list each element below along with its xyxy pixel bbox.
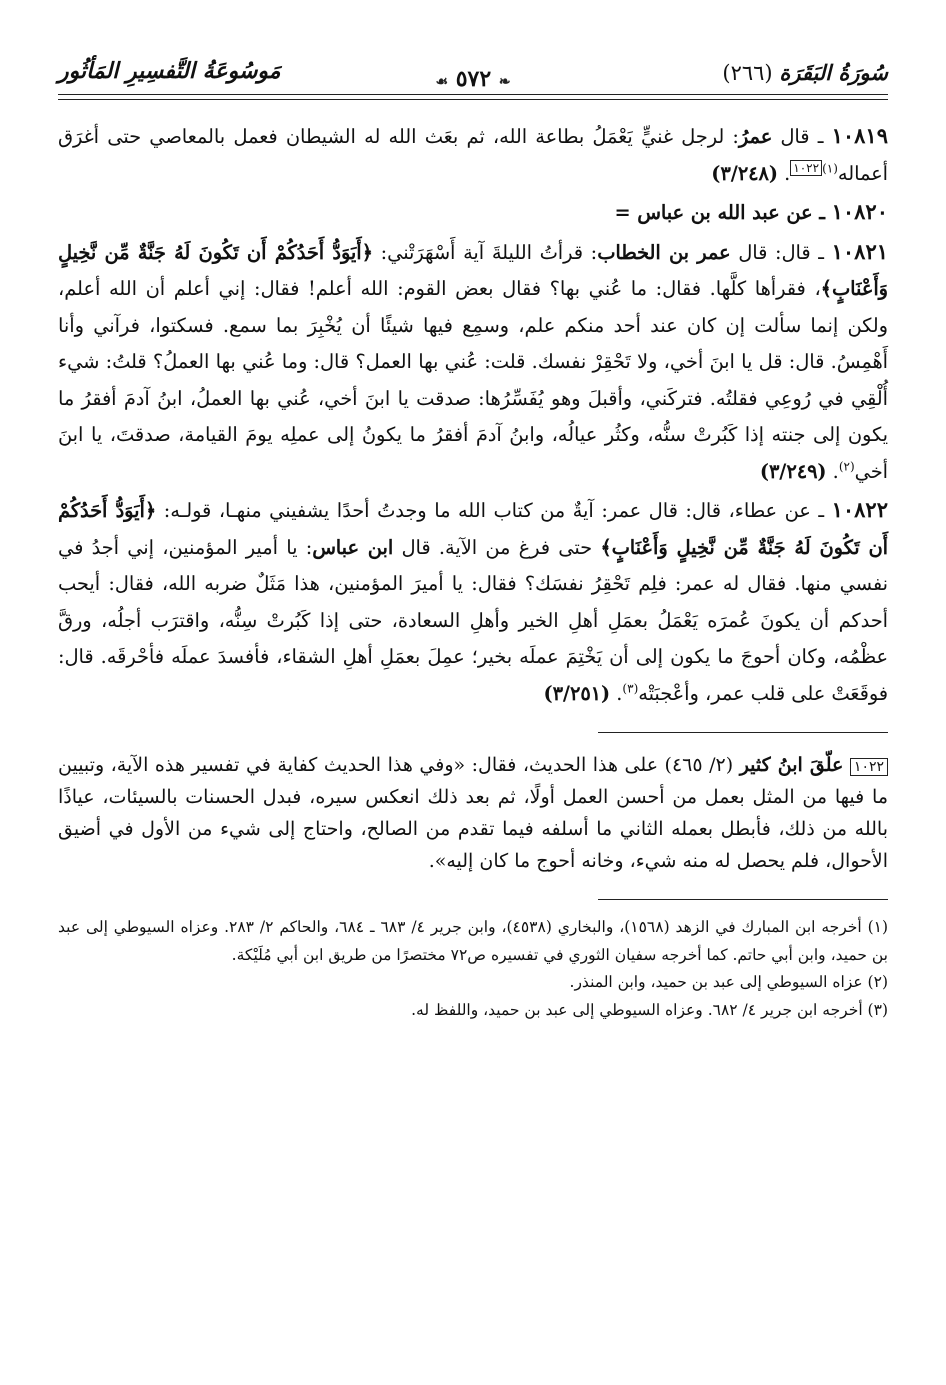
entry-number: ١٠٨٢١ bbox=[831, 238, 889, 264]
footnote-marker: (١) bbox=[822, 161, 838, 176]
entry-text: ، فقرأها كلَّها. فقال: ما عُني بها؟ فقال بعض القوم: الله أعلم! فقال: إني أعلم أن الله أعلم، ولكن إنما سألت إن كان عند أحد منكم علم، وسمِع فيها شيئًا أن يُخْبِرَ بما سمع. فسكتوا، فرآني وأنا أَهْمِسُ. قال: قل يا ابنَ أخي، ولا تَحْقِرْ نفسك. قلت: عُني بها العمل؟ قال: وما عُني بها العملُ؟ قلتُ: شيء أُلْقِي في رُوعِي فقلتُه. فتركَني، وأقبلَ وهو يُفَسِّرُها: صدقت يا ابنَ أخي، عُني بها العملُ، ابنُ آدمَ أفقرُ ما يكون إلى جنته إذا كَبُرتْ سنُّه، وكثُر عيالُه، وابنُ آدمَ أفقرُ ما يكونُ إلى عملِه يومَ القيامة، صدقتَ، يا ابنَ أخي bbox=[58, 277, 888, 483]
footnote-1: (١) أخرجه ابن المبارك في الزهد (١٥٦٨)، والبخاري (٤٥٣٨)، وابن جرير ٤/ ٦٨٣ ـ ٦٨٤، والحاكم ٢/ ٢٨٣. وعزاه السيوطي إلى عبد بن حميد، وابن أبي حاتم. كما أخرجه سفيان الثوري في تفسيره ص٧٢ مختصرًا من طريق ابن أبي مُلَيْكة. bbox=[58, 918, 889, 964]
commentary-marker: ١٠٢٢ bbox=[790, 160, 822, 176]
entry-text: . bbox=[826, 459, 839, 483]
entry-number: ١٠٨١٩ bbox=[831, 123, 888, 148]
footnote-marker: (٢) bbox=[838, 459, 855, 474]
volume-reference: (٣/٢٤٨) bbox=[711, 161, 779, 185]
page-number: ٥٧٢ bbox=[455, 66, 492, 92]
entry-number: ١٠٨٢٢ bbox=[831, 497, 888, 522]
entry-text: ـ قال: قال bbox=[730, 240, 832, 264]
ayah-number: (٢٦٦) bbox=[722, 61, 773, 85]
volume-reference: (٣/٢٤٩) bbox=[759, 459, 827, 483]
header-rule bbox=[58, 94, 888, 100]
entry-10821 bbox=[58, 234, 888, 491]
footnote-2: (٢) عزاه السيوطي إلى عبد بن حميد، وابن المنذر. bbox=[569, 973, 888, 991]
commentary-text: (٢/ ٤٦٥) على هذا الحديث، فقال: «وفي هذا الحديث كفاية في تفسير هذه الآية، وتبيين ما فيها من المثل بعمل من أحسن العمل أولًا، ثم بعد ذلك انعكس سيره، فبدل الحسنات بالسيئات، عياذًا بالله من ذلك، فأبطل بعمله الثاني ما أسلفه فيما تقدم من الصالح، واحتاج إلى شيء من الأول في أضيق الأحوال، فلم يحصل له منه شيء، وخانه أحوج ما كان إليه». bbox=[58, 754, 888, 872]
entry-text: ـ قال bbox=[772, 125, 832, 148]
commentary-lead: علّقَ ابنُ كثير bbox=[739, 754, 844, 776]
surah-name: سُورَةُ البَقَرَة bbox=[779, 60, 888, 85]
volume-reference: (٣/٢٥١) bbox=[543, 681, 611, 705]
ornament-icon: ☙ bbox=[435, 74, 449, 90]
quran-verse: ﴿أَيَوَدُّ أَحَدُكُمْ أَن تَكُونَ لَهُ جَنَّةٌ مِّن نَّخِيلٍ وَأَعْنَابٍ﴾ bbox=[58, 499, 888, 559]
book-title: مَوسُوعَةُ التَّفسِيرِ المَأثُور bbox=[58, 58, 281, 84]
entry-text: : لرجل غنيٍّ يَعْمَلُ بطاعة الله، ثم بعَث الله له الشيطان فعمل بالمعاصي حتى أغرَق أعماله bbox=[58, 125, 888, 185]
entry-text: . bbox=[610, 681, 623, 705]
footnote-separator bbox=[598, 899, 888, 900]
entry-text: ـ عن عطاء، قال: قال عمر: آيةٌ من كتاب الله ما وجدتُ أحدًا يشفيني منهـا، قولـه: bbox=[156, 499, 832, 522]
ornament-icon: ❧ bbox=[498, 74, 511, 90]
entry-text: حتى فرغ من الآية. قال bbox=[393, 535, 601, 559]
footnotes bbox=[58, 914, 888, 1024]
entry-number: ١٠٨٢٠ bbox=[831, 199, 888, 224]
narrator-name: عمرُ bbox=[738, 125, 773, 148]
commentary-separator bbox=[598, 732, 888, 733]
commentary-note bbox=[58, 749, 888, 877]
entry-text: . bbox=[778, 161, 791, 185]
footnote-marker: (٣) bbox=[622, 681, 639, 696]
entry-text: : قرأتُ الليلةَ آية أَسْهَرَتْني: bbox=[372, 240, 598, 264]
page bbox=[58, 52, 888, 1352]
entry-10820 bbox=[58, 194, 888, 232]
entry-text: : يا أمير المؤمنين، إني أجدُ في نفسي منها. فقال له عمر: فلِم تَحْقِرُ نفسَك؟ فقال: يا أميرَ المؤمنين، هذا مَثَلٌ ضربه الله، فقال: أيحب أحدكم أن يكونَ عُمرَه يَعْمَلُ بعمَلِ أهلِ الخير وأهلِ السعادة، حتى إذا كَبُرتْ سِنُّه، واقترَب أجلُه، ورقَّ عظْمُه، وكان أحوجَ ما يكون إلى أن يَخْتِمَ عملَه بخير؛ عمِلَ بعمَلِ أهلِ الشقاء، فأفسدَ عملَه فأحْرقَه. قال: فوقَعَتْ على قلب عمر، وأعْجبَتْه bbox=[58, 535, 888, 705]
entry-text: ـ عن عبد الله بن عباس = bbox=[614, 201, 832, 224]
main-text bbox=[58, 118, 888, 712]
footnote-3: (٣) أخرجه ابن جرير ٤/ ٦٨٢. وعزاه السيوطي إلى عبد بن حميد، واللفظ له. bbox=[411, 1000, 888, 1019]
commentary-marker: ١٠٢٢ bbox=[850, 758, 888, 776]
running-header bbox=[58, 52, 888, 96]
quran-verse: ﴿أَيَوَدُّ أَحَدُكُمْ أَن تَكُونَ لَهُ جَنَّةٌ مِّن نَّخِيلٍ وَأَعْنَابٍ﴾ bbox=[58, 240, 888, 300]
entry-10819 bbox=[58, 118, 888, 192]
entry-10822 bbox=[58, 492, 888, 712]
narrator-name: عمر بن الخطاب bbox=[597, 240, 731, 264]
narrator-name: ابن عباس bbox=[312, 535, 394, 559]
